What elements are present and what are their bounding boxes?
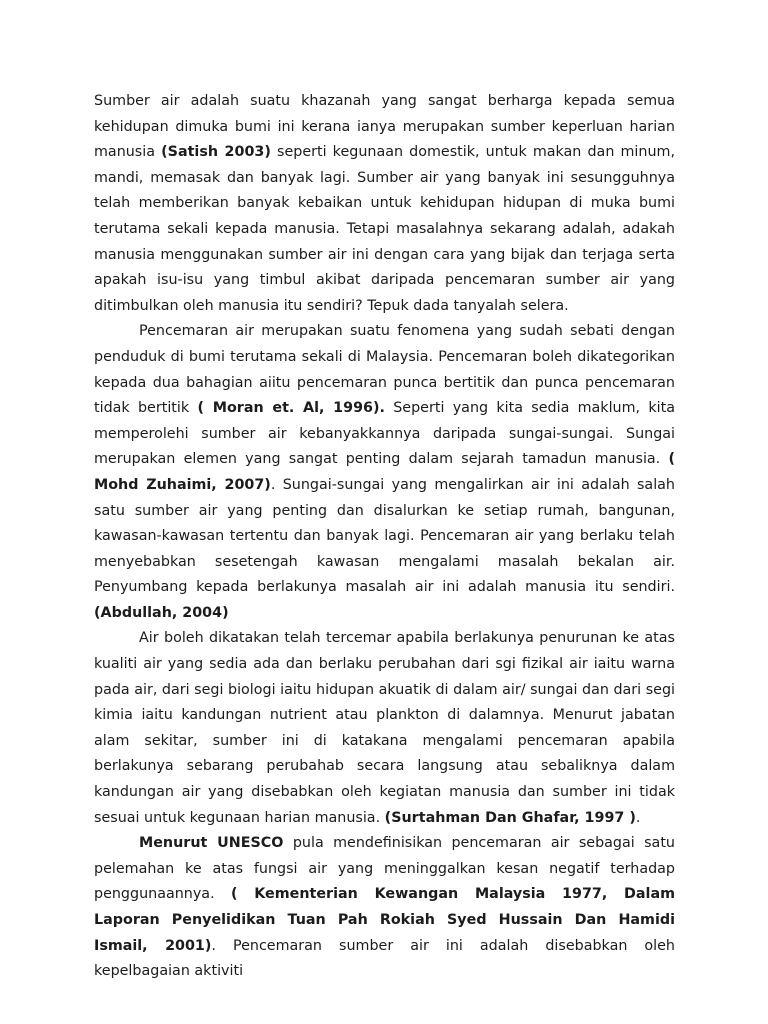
lead-unesco: Menurut UNESCO xyxy=(139,835,284,852)
paragraph-4 xyxy=(94,831,675,985)
paragraph-2 xyxy=(94,319,675,626)
text-segment: Seperti yang kita sedia maklum, kita memperolehi sumber air kebanyakkannya daripada sungai-sungai. Sungai merupakan elemen yang sangat penting dalam sejarah tamadun manusia. xyxy=(94,400,675,468)
document-page xyxy=(94,89,675,985)
text-segment: Pencemaran air merupakan suatu fenomena yang sudah sebati dengan penduduk di bumi terutama sekali di Malaysia. Pencemaran boleh dikategorikan kepada dua bahagian aiitu pencemaran punca bertitik dan punca pencemaran tidak bertitik xyxy=(94,323,675,417)
text-segment: Sumber air adalah suatu khazanah yang sangat berharga kepada semua kehidupan dimuka bumi ini kerana ianya merupakan sumber keperluan harian manusia xyxy=(94,93,675,161)
text-segment: . xyxy=(635,809,641,826)
citation-kementerian: ( Kementerian Kewangan Malaysia 1977, Dalam Laporan Penyelidikan Tuan Pah Rokiah Syed Hussain Dan Hamidi Ismail, 2001) xyxy=(94,886,675,954)
citation-satish: (Satish 2003) xyxy=(161,144,271,161)
paragraph-1 xyxy=(94,89,675,319)
citation-mohd-zuhaimi: ( Mohd Zuhaimi, 2007) xyxy=(94,451,675,493)
text-segment: Air boleh dikatakan telah tercemar apabila berlakunya penurunan ke atas kualiti air yang sedia ada dan berlaku perubahan dari sgi fizikal air iaitu warna pada air, dari segi biologi iaitu hidupan akuatik di dalam air/ sungai dan dari segi kimia iaitu kandungan nutrient atau plankton di dalamnya. Menurut jabatan alam sekitar, sumber ini di katakana mengalami pencemaran apabila berlakunya sebarang perubahab secara langsung atau sebaliknya dalam kandungan air yang disebabkan oleh kegiatan manusia dan sumber ini tidak sesuai untuk kegunaan harian manusia. xyxy=(94,630,675,826)
text-segment: pula mendefinisikan pencemaran air sebagai satu pelemahan ke atas fungsi air yang meninggalkan kesan negatif terhadap penggunaannya. xyxy=(94,835,675,903)
citation-moran: ( Moran et. Al, 1996). xyxy=(197,400,385,417)
text-segment: . Pencemaran sumber air ini adalah disebabkan oleh kepelbagaian aktiviti xyxy=(94,937,675,980)
text-segment: seperti kegunaan domestik, untuk makan dan minum, mandi, memasak dan banyak lagi. Sumber air yang banyak ini sesungguhnya telah memberikan banyak kebaikan untuk kehidupan hidupan di muka bumi terutama sekali kepada manusia. Tetapi masalahnya sekarang adalah, adakah manusia menggunakan sumber air ini dengan cara yang bijak dan terjaga serta apakah isu-isu yang timbul akibat daripada pencemaran sumber air yang ditimbulkan oleh manusia itu sendiri? Tepuk dada tanyalah selera. xyxy=(94,144,675,314)
paragraph-3 xyxy=(94,626,675,831)
citation-abdullah: (Abdullah, 2004) xyxy=(94,604,229,621)
text-segment: . Sungai-sungai yang mengalirkan air ini adalah salah satu sumber air yang penting dan disalurkan ke setiap rumah, bangunan, kawasan-kawasan tertentu dan banyak lagi. Pencemaran air yang berlaku telah menyebabkan sesetengah kawasan mengalami masalah bekalan air. Penyumbang kepada berlakunya masalah air ini adalah manusia itu sendiri. xyxy=(94,476,675,596)
citation-surtahman: (Surtahman Dan Ghafar, 1997 ) xyxy=(384,809,636,826)
